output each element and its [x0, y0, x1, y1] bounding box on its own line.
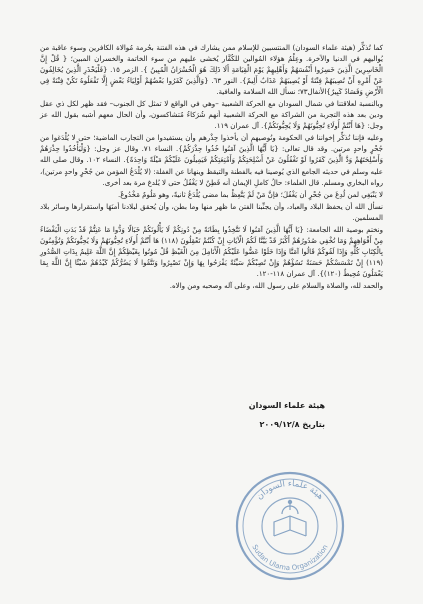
- organization-seal-icon: [234, 470, 346, 582]
- paragraph-doxology: والحمد لله، والصلاة والسلام على رسول الله، وعلى آله وصحبه ومن والاه.: [169, 280, 383, 290]
- seal-arabic-text: هيئة علماء السودان: [254, 478, 326, 502]
- letter-body: [40, 42, 383, 292]
- paragraph-closing-verse: ونختم بوصية الله الجامعة: {يَا أَيُّهَا الَّذِينَ آمَنُوا لَا تَتَّخِذُوا بِطَانَةً مِنْ دُونِكُمْ لَا يَأْلُونَكُمْ خَبَالًا وَدُّوا مَا عَنِتُّمْ قَدْ بَدَتِ الْبَغْضَاءُ مِنْ أَفْوَاهِهِمْ وَمَا تُخْفِي صُدُورُهُمْ أَكْبَرُ قَدْ بَيَّنَّا لَكُمُ الْآيَاتِ إِنْ كُنْتُمْ تَعْقِلُونَ (١١٨) هَا أَنْتُمْ أُولَاءِ تُحِبُّونَهُمْ وَلَا يُحِبُّونَكُمْ وَتُؤْمِنُونَ بِالْكِتَابِ كُلِّهِ وَإِذَا لَقُوكُمْ قَالُوا آمَنَّا وَإِذَا خَلَوْا عَضُّوا عَلَيْكُمُ الْأَنَامِلَ مِنَ الْغَيْظِ قُلْ مُوتُوا بِغَيْظِكُمْ إِنَّ اللَّهَ عَلِيمٌ بِذَاتِ الصُّدُورِ (١١٩) إِنْ تَمْسَسْكُمْ حَسَنَةٌ تَسُؤْهُمْ وَإِنْ تُصِبْكُمْ سَيِّئَةٌ يَفْرَحُوا بِهَا وَإِنْ تَصْبِرُوا وَتَتَّقُوا لَا يَضُرُّكُمْ كَيْدُهُمْ شَيْئًا إِنَّ اللَّهَ بِمَا يَعْمَلُونَ مُحِيطٌ (١٢٠)}. آل عمران ١١٨-١٢٠.: [40, 224, 383, 278]
- paragraph-warning: كما تُذكِّر (هيئة علماء السودان) المنتسبين للإسلام ممن يشارك في هذه الفتنة بحُرمة مُوالاة الكافرين وسوء عاقبة من يُواليهم في الدنيا والآخرة. وعِلْمُ هؤلاء المُوالين للكُفَّار يُخشى عليهم من سوء الخاتمة والخسران المبين؛ { قُلْ إِنَّ الْخَاسِرِينَ الَّذِينَ خَسِرُوا أَنْفُسَهُمْ وَأَهْلِيهِمْ يَوْمَ الْقِيَامَةِ أَلَا ذَلِكَ هُوَ الْخُسْرَانُ الْمُبِينُ }. الزمر ١٥. {فَلْيَحْذَرِ الَّذِينَ يُخَالِفُونَ عَنْ أَمْرِهِ أَنْ تُصِيبَهُمْ فِتْنَةٌ أَوْ يُصِيبَهُمْ عَذَابٌ أَلِيمٌ}. النور ٦٣. {وَالَّذِينَ كَفَرُوا بَعْضُهُمْ أَوْلِيَاءُ بَعْضٍ إِلَّا تَفْعَلُوهُ تَكُنْ فِتْنَةٌ فِي الْأَرْضِ وَفَسَادٌ كَبِيرٌ}الأنفال٧٣؛ نسأل الله السلامة والعافية.: [40, 43, 383, 97]
- paragraph-lesson: لا يَنْبَغِي لمن لُدِغَ من جُحْرٍ أن يَغْفُلَ؛ فإنَّ مَنْ لَمْ يَتَّعِظْ بما مضى يُلْدَغُ ثانيةً، وهو مَلُومٌ مَخْدُوعٌ.: [117, 189, 383, 199]
- seal-english-text: Sudan Ulama Organization: [250, 543, 330, 573]
- paragraph-relations: وبالنسبة لعلاقتنا في شمال السودان مع الحركة الشعبية –وهي في الواقع لا تمثل كل الجنوب– فقد ظهر لكل ذي عقل ودين بعد هذه التجربة من الشراكة مع الحركة الشعبية أنهم شُرَكاءُ مُتشاكسون، وأن الحال معهم أشبه بقول الله عز وجل: {هَا أَنْتُمْ أُولَاءِ تُحِبُّونَهُمْ وَلَا يُحِبُّونَكُمْ}. آل عمران ١١٩.: [40, 99, 383, 131]
- signature-org: هيئة علماء السودان: [248, 401, 325, 410]
- signature-date: بتاريخ ٢٠٠٩/١٢/٨: [259, 420, 325, 429]
- signature-block: [249, 400, 325, 438]
- paragraph-advice: وعليه فإننا نُذكِّر إخواننا في الحكومة ونُوصيهم أن يأخذوا حِذْرهم وأن يستفيدوا من التجارب الماضية؛ حتى لا يُلْدَغوا من جُحْرٍ واحدٍ مرتين. وقد قال تعالى: {يَا أَيُّهَا الَّذِينَ آمَنُوا خُذُوا حِذْرَكُمْ}. النساء ٧١. وقال عز وجل: {وَلْيَأْخُذُوا حِذْرَهُمْ وَأَسْلِحَتَهُمْ وَدَّ الَّذِينَ كَفَرُوا لَوْ تَغْفُلُونَ عَنْ أَسْلِحَتِكُمْ وَأَمْتِعَتِكُمْ فَيَمِيلُونَ عَلَيْكُمْ مَيْلَةً وَاحِدَةً}. النساء ١٠٢. وقال صلى الله عليه وسلم في حديثه الجامع الذي يُوصينا فيه بالفطنة والتيقظ وينهانا عن الغفلة: (لا يُلْدَغُ المؤمن من جُحْرٍ واحدٍ مرتين)، رواه البخاري ومسلم. قال العلماء: حالُ كاملِ الإيمان أنه فَطِنٌ لا يَغْفُلُ حتى لا يُلدغ مرة بعد أخرى.: [40, 133, 384, 187]
- paragraph-prayer: نسأل الله أن يحفظ البلاد والعباد، وأن يجنِّبنا الفتن ما ظهر منها وما بطن، وأن يُحقق لبلادنا أمنَهَا واستقرارها وسائر بلاد المسلمين.: [40, 201, 383, 222]
